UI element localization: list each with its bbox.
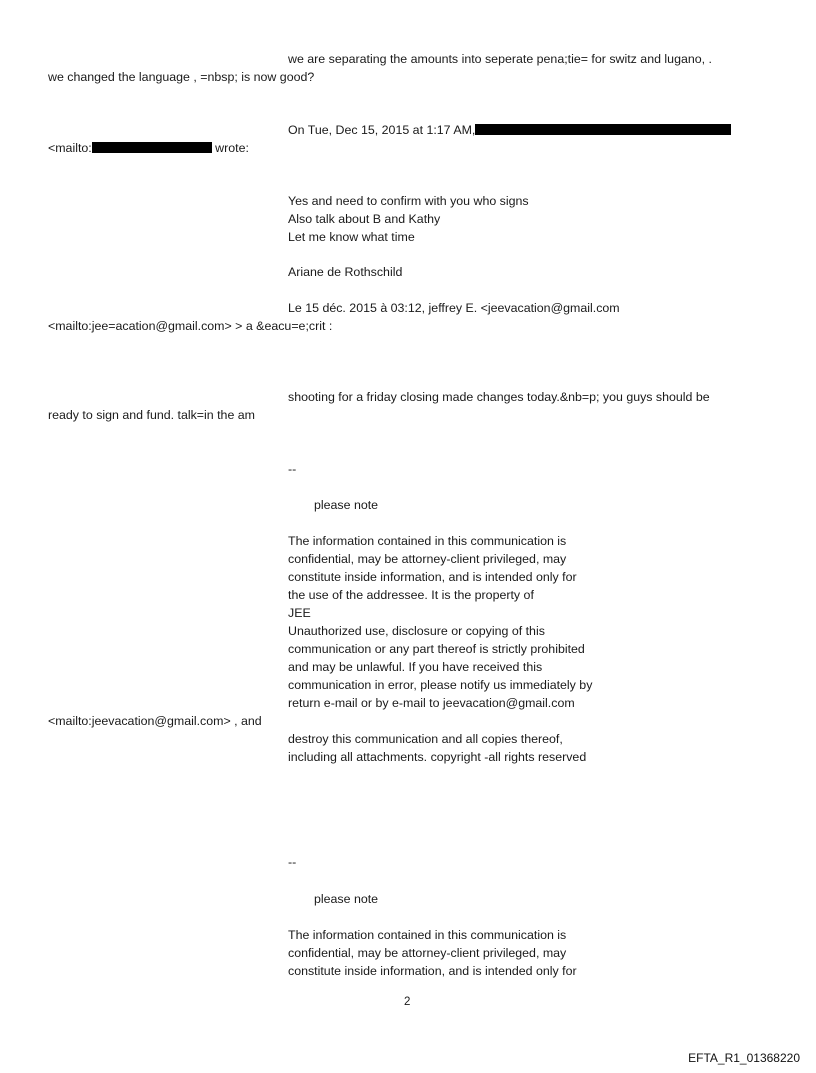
disclaimer-line: return e-mail or by e-mail to jeevacation@gmail.com <box>288 696 575 710</box>
signature: Ariane de Rothschild <box>288 265 403 279</box>
reply-body <box>288 192 648 246</box>
disclaimer-heading: please note <box>314 498 379 512</box>
quote-line-1: shooting for a friday closing made changes today.&nb=p; you guys should be <box>288 390 710 404</box>
body-line: Let me know what time <box>288 230 415 244</box>
disclaimer-line: the use of the addressee. It is the property of <box>288 588 534 602</box>
redaction-bar <box>92 142 212 153</box>
quote-header-line-2: <mailto:jee=acation@gmail.com> > a &eacu=e;crit : <box>48 319 333 333</box>
disclaimer-closing <box>288 730 648 766</box>
page-number: 2 <box>404 996 411 1008</box>
reply-header <box>288 121 731 139</box>
disclaimer-line: confidential, may be attorney-client privileged, may <box>288 946 567 960</box>
disclaimer-line: constitute inside information, and is intended only for <box>288 570 577 584</box>
document-id: EFTA_R1_01368220 <box>688 1051 800 1065</box>
disclaimer-line: confidential, may be attorney-client privileged, may <box>288 552 567 566</box>
reply-header-prefix: On Tue, Dec 15, 2015 at 1:17 AM, <box>288 123 476 137</box>
separator: -- <box>288 462 297 476</box>
disclaimer-line: The information contained in this communication is <box>288 928 567 942</box>
disclaimer-text <box>288 926 648 980</box>
disclaimer-line: The information contained in this communication is <box>288 534 567 548</box>
body-line: Also talk about B and Kathy <box>288 212 441 226</box>
disclaimer-line: including all attachments. copyright -all rights reserved <box>288 750 587 764</box>
disclaimer-line: communication in error, please notify us immediately by <box>288 678 593 692</box>
disclaimer-line: communication or any part thereof is strictly prohibited <box>288 642 585 656</box>
redaction-bar <box>475 124 731 135</box>
separator: -- <box>288 855 297 869</box>
body-line: Yes and need to confirm with you who signs <box>288 194 529 208</box>
reply-header-mailto: <mailto: <box>48 141 92 155</box>
disclaimer-text <box>288 532 648 712</box>
disclaimer-line: JEE <box>288 606 311 620</box>
disclaimer-mailto-line: <mailto:jeevacation@gmail.com> , and <box>48 714 262 728</box>
intro-line-1: we are separating the amounts into seperate pena;tie= for switz and lugano, . <box>288 52 712 66</box>
reply-header-wrote: wrote: <box>211 141 249 155</box>
quote-header-line-1: Le 15 déc. 2015 à 03:12, jeffrey E. <jeevacation@gmail.com <box>288 301 620 315</box>
disclaimer-line: destroy this communication and all copies thereof, <box>288 732 563 746</box>
disclaimer-line: constitute inside information, and is intended only for <box>288 964 577 978</box>
disclaimer-line: and may be unlawful. If you have received this <box>288 660 543 674</box>
quote-line-2: ready to sign and fund. talk=in the am <box>48 408 255 422</box>
intro-line-2: we changed the language , =nbsp; is now good? <box>48 70 315 84</box>
reply-header-mailto-line <box>48 139 249 157</box>
disclaimer-line: Unauthorized use, disclosure or copying of this <box>288 624 545 638</box>
disclaimer-heading: please note <box>314 892 379 906</box>
